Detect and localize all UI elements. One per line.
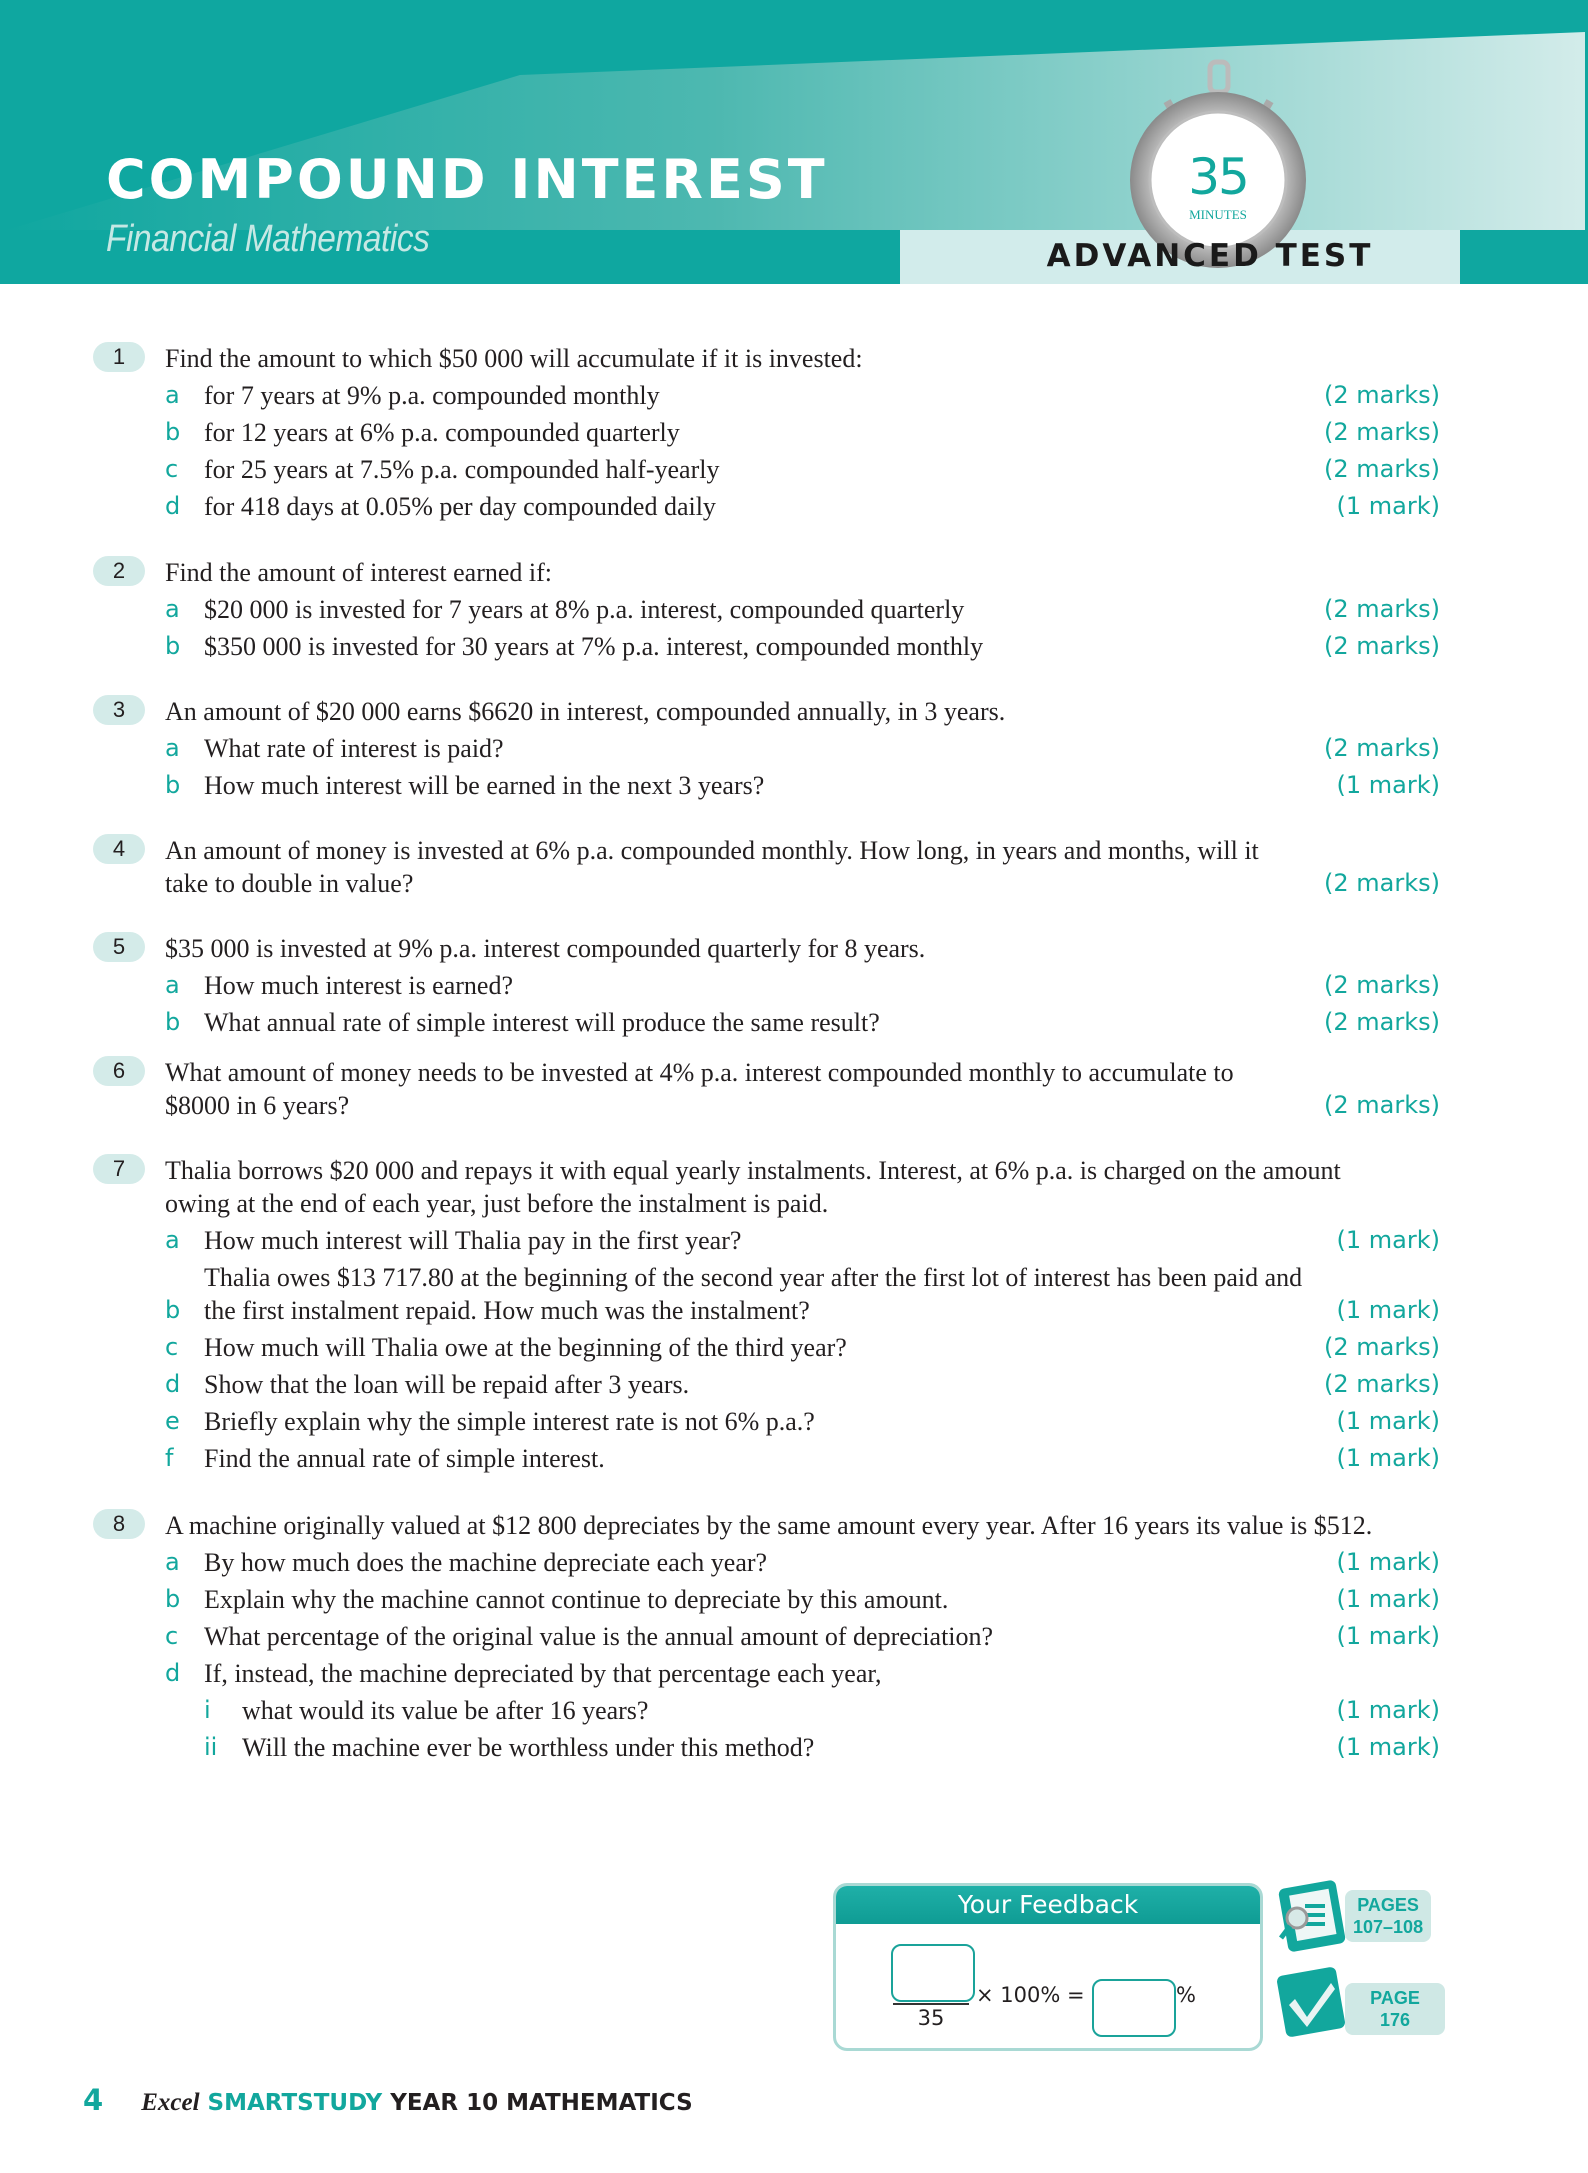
answers-check-icon [1275,1965,1350,2045]
question-6 [93,1052,1440,1122]
total-marks: 35 [917,2006,945,2030]
question-part-b [165,1579,1440,1616]
part-text: for 12 years at 6% p.a. compounded quarterly [204,418,680,447]
question-3 [93,691,1440,802]
question-number-badge: 4 [93,834,145,864]
part-label: e [165,1407,180,1435]
part-text: How much interest will Thalia pay in the first year? [204,1226,742,1255]
series-name: SMARTSTUDY [207,2090,383,2116]
timer-unit: MINUTES [1189,207,1247,222]
percent-sign: % [1176,1983,1196,2007]
marks-label: (1 mark) [1336,1733,1440,1761]
question-text: An amount of $20 000 earns $6620 in interest, compounded annually, in 3 years. [165,697,1006,726]
part-text: Briefly explain why the simple interest rate is not 6% p.a.? [204,1407,815,1436]
marks-label: (1 mark) [1336,1548,1440,1576]
part-label: b [165,1585,181,1613]
marks-label: (2 marks) [1324,869,1440,897]
question-text: $35 000 is invested at 9% p.a. interest compounded quarterly for 8 years. [165,934,926,963]
marks-label: (2 marks) [1324,1008,1440,1036]
question-stem [165,830,1440,900]
marks-label: (1 mark) [1336,771,1440,799]
question-stem [165,928,1440,965]
question-text: What amount of money needs to be invested at 4% p.a. interest compounded monthly to accumulate to $8000 in 6 years? [165,1058,1234,1120]
part-label: d [165,492,181,520]
page-subtitle: Financial Mathematics [106,218,430,260]
question-text: Thalia borrows $20 000 and repays it with equal yearly instalments. Interest, at 6% p.a. is charged on the amount owing at the end of each year, just before the instalment is paid. [165,1156,1341,1218]
marks-label: (2 marks) [1324,595,1440,623]
question-5 [93,928,1440,1039]
subpart-text: what would its value be after 16 years? [242,1696,649,1725]
question-number-badge: 3 [93,695,145,725]
question-stem [165,552,1440,589]
timer-value: 35 [1188,148,1248,206]
part-label: d [165,1370,181,1398]
question-part-d [165,1364,1440,1401]
marks-label: (2 marks) [1324,381,1440,409]
question-part-c [165,1616,1440,1653]
question-part-a [165,1220,1440,1257]
question-part-b [165,626,1440,663]
part-label: b [165,418,181,446]
question-1 [93,338,1440,523]
part-text: Thalia owes $13 717.80 at the beginning of the second year after the first lot of interest has been paid and the first instalment repaid. How much was the instalment? [204,1263,1303,1325]
question-part-a [165,728,1440,765]
subpart-label: i [204,1696,211,1724]
brand-logo: Excel [141,2089,200,2116]
marks-label: (1 mark) [1336,1622,1440,1650]
question-2 [93,552,1440,663]
answers-reference[interactable] [1275,1965,1445,2035]
marks-label: (2 marks) [1324,1091,1440,1119]
question-part-a [165,375,1440,412]
part-text: What rate of interest is paid? [204,734,504,763]
pages-label-line1: PAGES [1357,1895,1419,1915]
question-stem [165,691,1440,728]
multiplier-text: × 100% = [976,1983,1085,2007]
part-text: for 7 years at 9% p.a. compounded monthly [204,381,660,410]
question-part-a [165,1542,1440,1579]
page-header [0,0,1588,284]
part-text: How much interest will be earned in the next 3 years? [204,771,765,800]
part-text: $20 000 is invested for 7 years at 8% p.a. interest, compounded quarterly [204,595,965,624]
question-part-e [165,1401,1440,1438]
test-type-label: ADVANCED TEST [1046,238,1374,274]
part-text: Explain why the machine cannot continue to depreciate by this amount. [204,1585,949,1614]
worked-solutions-icon [1275,1880,1350,1955]
question-text: An amount of money is invested at 6% p.a. compounded monthly. How long, in years and months, will it take to double in value? [165,836,1259,898]
question-part-b [165,1257,1440,1327]
question-text: A machine originally valued at $12 800 depreciates by the same amount every year. After 16 years its value is $512. [165,1511,1373,1540]
marks-label: (2 marks) [1324,1333,1440,1361]
question-number-badge: 7 [93,1154,145,1184]
question-7 [93,1150,1440,1475]
marks-label: (2 marks) [1324,1370,1440,1398]
question-part-b [165,1002,1440,1039]
part-text: How much interest is earned? [204,971,514,1000]
marks-label: (1 mark) [1336,1407,1440,1435]
part-text: By how much does the machine depreciate each year? [204,1548,768,1577]
question-part-d [165,1653,1440,1690]
part-text: What percentage of the original value is the annual amount of depreciation? [204,1622,994,1651]
book-title: YEAR 10 MATHEMATICS [390,2090,693,2116]
part-label: a [165,1548,180,1576]
part-text: Find the annual rate of simple interest. [204,1444,605,1473]
part-text: $350 000 is invested for 30 years at 7% p.a. interest, compounded monthly [204,632,984,661]
page-title: COMPOUND INTEREST [106,148,828,211]
part-text: for 25 years at 7.5% p.a. compounded half-yearly [204,455,720,484]
part-label: c [165,455,179,483]
marks-label: (1 mark) [1336,492,1440,520]
question-number-badge: 5 [93,932,145,962]
part-label: f [165,1444,174,1472]
worked-solutions-reference[interactable] [1275,1880,1445,1950]
part-text: How much will Thalia owe at the beginning of the third year? [204,1333,847,1362]
subpart-text: Will the machine ever be worthless under this method? [242,1733,815,1762]
question-stem [165,1052,1440,1122]
feedback-title: Your Feedback [836,1886,1260,1924]
part-label: a [165,595,180,623]
marks-label: (2 marks) [1324,418,1440,446]
page-footer [83,2083,693,2117]
marks-label: (1 mark) [1336,1696,1440,1724]
question-part-f [165,1438,1440,1475]
marks-label: (2 marks) [1324,632,1440,660]
question-number-badge: 2 [93,556,145,586]
subpart-label: ii [204,1733,218,1761]
pages-label-line2: 107–108 [1353,1917,1424,1937]
question-stem [165,338,1440,375]
marks-label: (2 marks) [1324,971,1440,999]
question-number-badge: 1 [93,342,145,372]
question-subpart-i [204,1690,1440,1727]
part-text: for 418 days at 0.05% per day compounded daily [204,492,716,521]
question-text: Find the amount to which $50 000 will accumulate if it is invested: [165,344,863,373]
part-label: a [165,1226,180,1254]
part-label: d [165,1659,181,1687]
score-input[interactable] [891,1944,975,2002]
page-number: 4 [83,2083,104,2117]
fraction-line [893,2003,969,2005]
percent-input[interactable] [1092,1979,1176,2037]
part-text: If, instead, the machine depreciated by that percentage each year, [204,1659,882,1688]
marks-label: (2 marks) [1324,455,1440,483]
marks-label: (1 mark) [1336,1296,1440,1324]
question-stem [165,1150,1440,1220]
answers-page-label: PAGE 176 [1345,1983,1445,2035]
part-label: a [165,381,180,409]
marks-label: (1 mark) [1336,1226,1440,1254]
part-label: b [165,1296,181,1324]
question-part-c [165,1327,1440,1364]
question-part-a [165,965,1440,1002]
part-label: b [165,771,181,799]
part-label: b [165,1008,181,1036]
question-number-badge: 6 [93,1056,145,1086]
question-part-a [165,589,1440,626]
part-label: b [165,632,181,660]
part-label: a [165,971,180,999]
part-text: Show that the loan will be repaid after 3 years. [204,1370,690,1399]
question-text: Find the amount of interest earned if: [165,558,553,587]
question-8 [93,1505,1440,1764]
question-stem [165,1505,1440,1542]
question-part-b [165,412,1440,449]
feedback-box [833,1883,1263,2051]
part-text: What annual rate of simple interest will produce the same result? [204,1008,880,1037]
part-label: a [165,734,180,762]
question-part-c [165,449,1440,486]
question-part-b [165,765,1440,802]
question-part-d [165,486,1440,523]
question-number-badge: 8 [93,1509,145,1539]
part-label: c [165,1622,179,1650]
question-subpart-ii [204,1727,1440,1764]
pages-label [1345,1890,1431,1942]
marks-label: (1 mark) [1336,1444,1440,1472]
part-label: c [165,1333,179,1361]
marks-label: (2 marks) [1324,734,1440,762]
question-4 [93,830,1440,900]
marks-label: (1 mark) [1336,1585,1440,1613]
